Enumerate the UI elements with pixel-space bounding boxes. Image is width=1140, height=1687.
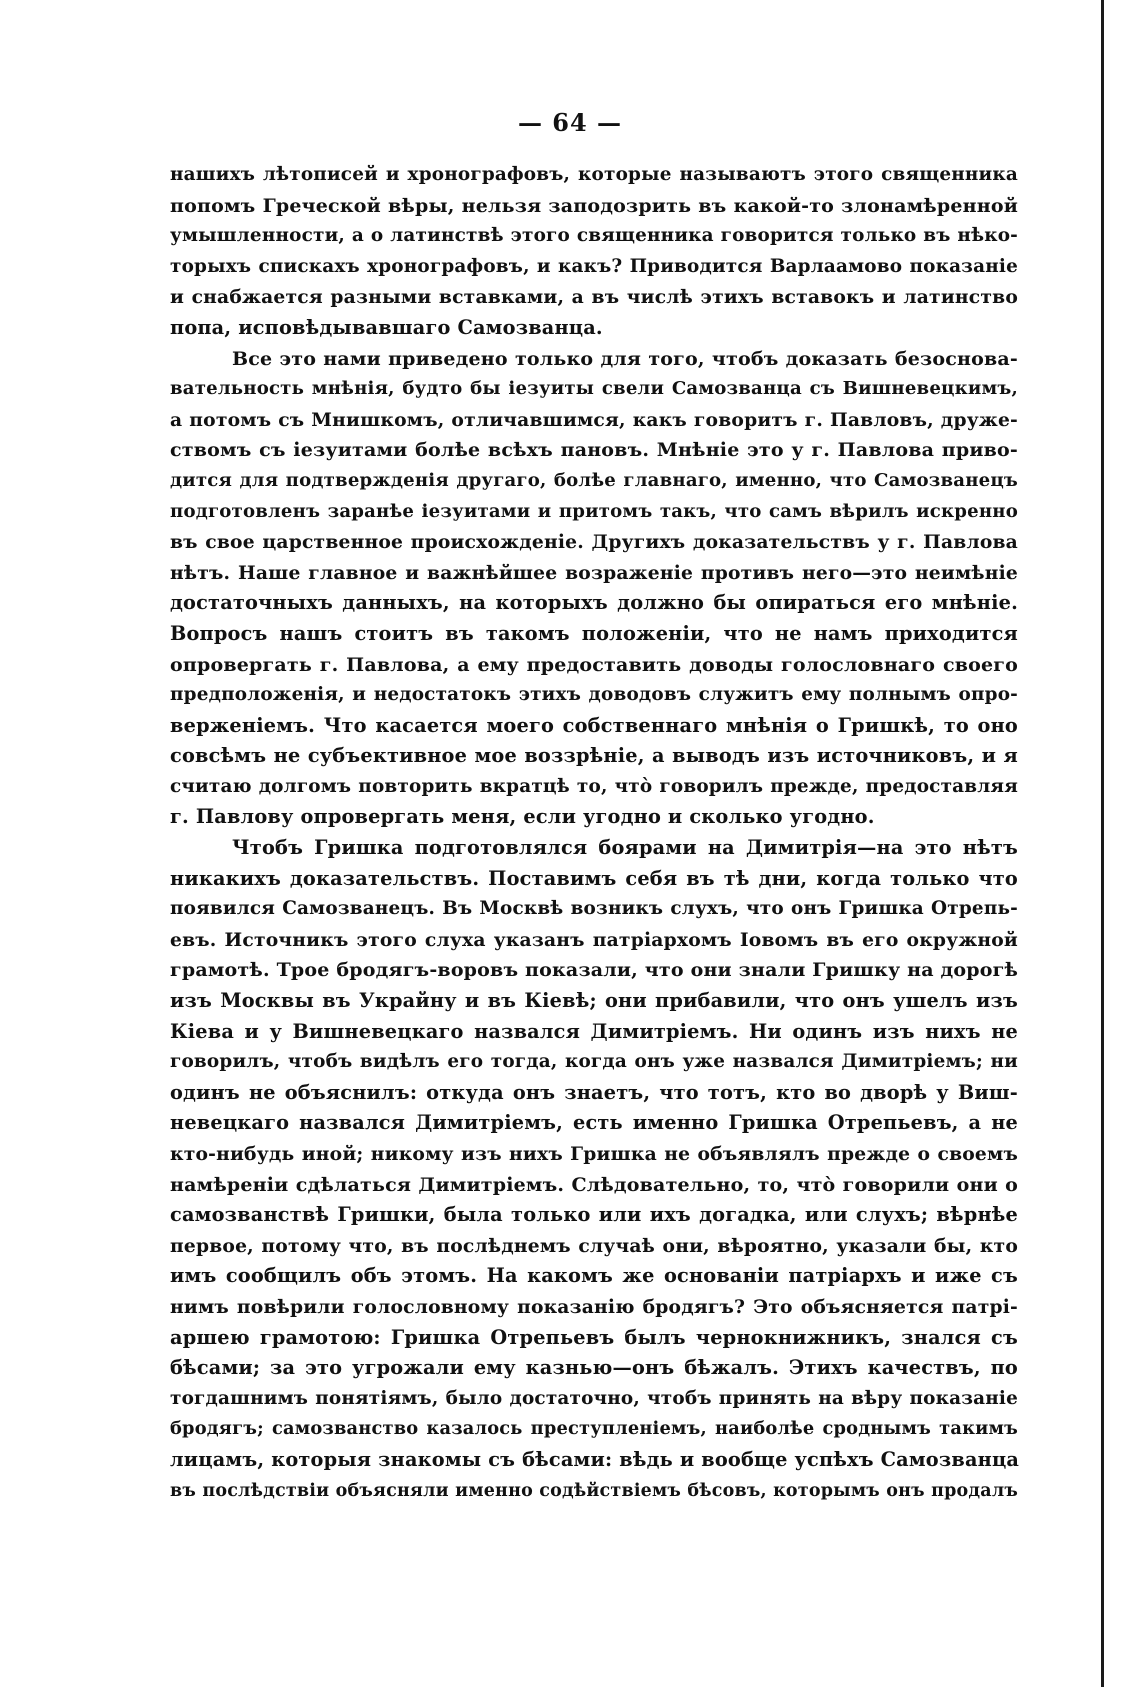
text-line: самозванствѣ Гришки, была только или ихъ догадка, или слухъ; вѣрнѣе (170, 1203, 1018, 1227)
text-line: Все это нами приведено только для того, чтобъ доказать безоснова- (232, 347, 1018, 370)
text-line: лицамъ, которыя знакомы съ бѣсами: вѣдь и вообще успѣхъ Самозванца (170, 1447, 1020, 1471)
text-line: одинъ не объяснилъ: откуда онъ знаетъ, что тотъ, кто во дворѣ у Виш- (170, 1080, 1018, 1104)
text-line: изъ Москвы въ Украйну и въ Кіевѣ; они прибавили, что онъ ушелъ изъ (170, 989, 1018, 1013)
text-line: ствомъ съ іезуитами болѣе всѣхъ пановъ. Мнѣніе это у г. Павлова приво- (170, 439, 1018, 462)
text-line: торыхъ спискахъ хронографовъ, и какъ? Приводится Варлаамово показаніе (170, 255, 1018, 277)
text-line: говорилъ, чтобъ видѣлъ его тогда, когда онъ уже назвался Димитріемъ; ни (170, 1051, 1018, 1073)
text-line: бродягъ; самозванство казалось преступленіемъ, наиболѣе сроднымъ такимъ (170, 1418, 1018, 1440)
text-line: невецкаго назвался Димитріемъ, есть именно Гришка Отрепьевъ, а не (170, 1111, 1018, 1135)
text-line: въ послѣдствіи объясняли именно содѣйствіемъ бѣсовъ, которымъ онъ продалъ (170, 1480, 1018, 1501)
page-number: — 64 — (517, 108, 623, 137)
page-edge-rule (1101, 0, 1104, 1687)
text-line: а потомъ съ Мнишкомъ, отличавшимся, какъ говоритъ г. Павловъ, друже- (170, 408, 1018, 431)
text-line: евъ. Источникъ этого слуха указанъ патріархомъ Іовомъ въ его окружной (170, 928, 1018, 951)
text-line: Чтобъ Гришка подготовлялся боярами на Димитрія—на это нѣтъ (232, 836, 1018, 860)
text-line: вательность мнѣнія, будто бы іезуиты свели Самозванца съ Вишневецкимъ, (170, 378, 1018, 400)
text-line: дится для подтвержденія другаго, болѣе главнаго, именно, что Самозванецъ (170, 469, 1018, 491)
text-line: г. Павлову опровергать меня, если угодно и сколько угодно. (170, 805, 875, 829)
text-line: первое, потому что, въ послѣднемъ случаѣ они, вѣроятно, указали бы, кто (170, 1234, 1018, 1257)
text-line: попомъ Греческой вѣры, нельзя заподозрить въ какой-то злонамѣренной (170, 194, 1018, 217)
text-line: бѣсами; за это угрожали ему казнью—онъ бѣжалъ. Этихъ качествъ, по (170, 1356, 1018, 1380)
text-line: подготовленъ заранѣе іезуитами и притомъ такъ, что самъ вѣрилъ искренно (170, 500, 1018, 522)
text-line: считаю долгомъ повторить вкратцѣ то, что̀ говорилъ прежде, предоставляя (170, 775, 1018, 797)
text-line: Вопросъ нашъ стоитъ въ такомъ положеніи, что не намъ приходится (170, 621, 1018, 645)
text-line: грамотѣ. Трое бродягъ-воровъ показали, что они знали Гришку на дорогѣ (170, 959, 1019, 982)
text-line: и снабжается разными вставками, а въ числѣ этихъ вставокъ и латинство (170, 286, 1018, 309)
text-line: кто-нибудь иной; никому изъ нихъ Гришка не объявлялъ прежде о своемъ (170, 1143, 1018, 1165)
text-line: Кіева и у Вишневецкаго назвался Димитріемъ. Ни одинъ изъ нихъ не (170, 1019, 1018, 1043)
text-line: попа, исповѣдывавшаго Самозванца. (170, 315, 603, 339)
text-line: въ свое царственное происхожденіе. Другихъ доказательствъ у г. Павлова (170, 531, 1018, 554)
text-line: никакихъ доказательствъ. Поставимъ себя въ тѣ дни, когда только что (170, 866, 1018, 890)
text-line: нашихъ лѣтописей и хронографовъ, которые называютъ этого священника (170, 164, 1018, 185)
text-line: тогдашнимъ понятіямъ, было достаточно, чтобъ принять на вѣру показаніе (170, 1387, 1018, 1409)
text-line: намѣреніи сдѣлаться Димитріемъ. Слѣдовательно, то, что̀ говорили они о (170, 1173, 1018, 1196)
text-line: предположенія, и недостатокъ этихъ доводовъ служитъ ему полнымъ опро- (170, 684, 1018, 706)
text-line: нимъ повѣрили голословному показанію бродягъ? Это объясняется патрі- (170, 1295, 1018, 1318)
text-line: умышленности, а о латинствѣ этого священника говорится только въ нѣко- (170, 225, 1018, 247)
text-line: аршею грамотою: Гришка Отрепьевъ былъ чернокнижникъ, знался съ (170, 1325, 1018, 1349)
body-text (170, 160, 1018, 1506)
text-line: верженіемъ. Что касается моего собственнаго мнѣнія о Гришкѣ, то оно (170, 713, 1018, 737)
text-line: достаточныхъ данныхъ, на которыхъ должно бы опираться его мнѣніе. (170, 591, 1018, 615)
text-line: опровергать г. Павлова, а ему предоставить доводы голословнаго своего (170, 653, 1018, 676)
text-line: нѣтъ. Наше главное и важнѣйшее возраженіе противъ него—это неимѣніе (170, 561, 1018, 584)
text-line: совсѣмъ не субъективное мое воззрѣніе, а выводъ изъ источниковъ, и я (170, 744, 1018, 768)
text-line: появился Самозванецъ. Въ Москвѣ возникъ слухъ, что онъ Гришка Отрепь- (170, 898, 1018, 920)
text-line: имъ сообщилъ объ этомъ. На какомъ же основаніи патріархъ и иже съ (170, 1264, 1018, 1288)
